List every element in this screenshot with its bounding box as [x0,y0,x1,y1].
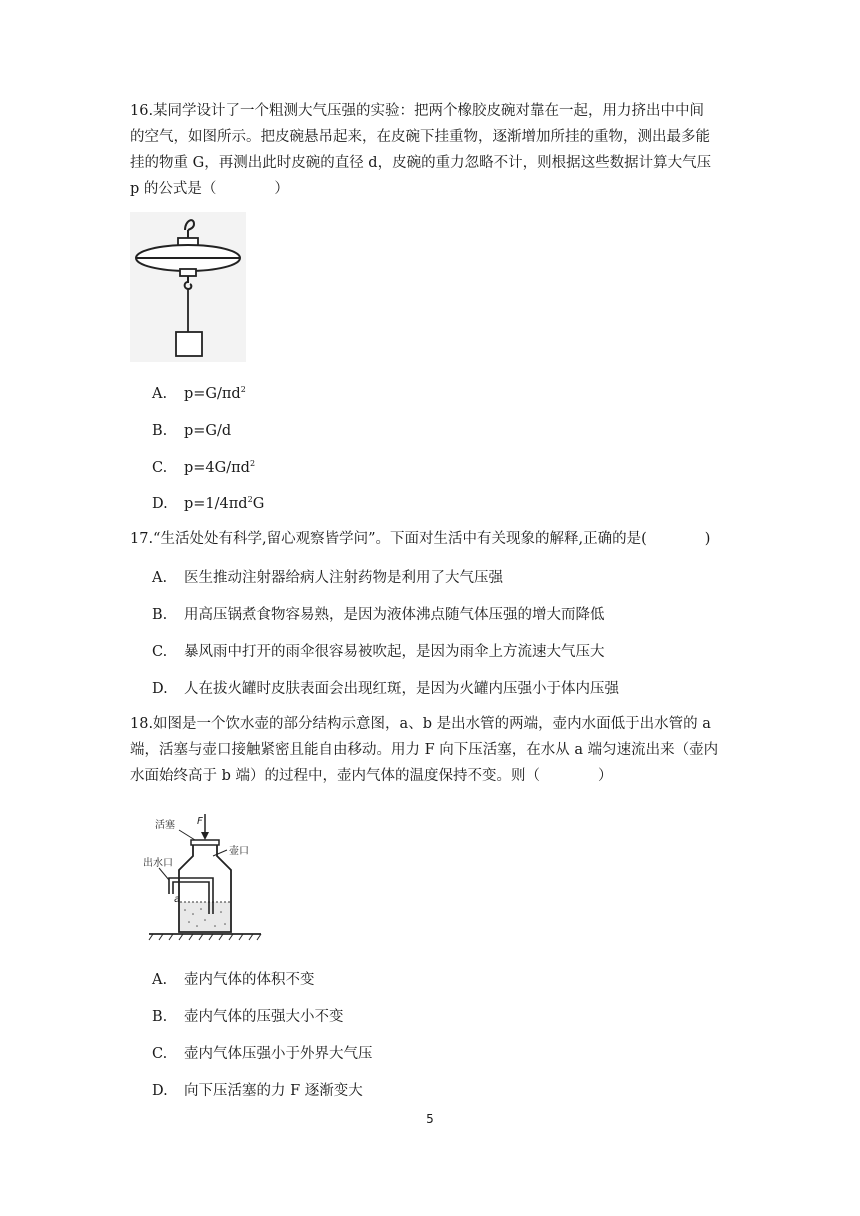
q18-line: 18.如图是一个饮水壶的部分结构示意图，a、b 是出水管的两端，壶内水面低于出水管的 a [130,716,711,732]
q18-line: 端，活塞与壶口接触紧密且能自由移动。用力 F 向下压活塞，在水从 a 端匀速流出来（壶内 [130,742,719,758]
mouth-label: 壶口 [229,846,249,857]
q18-option-b[interactable]: B. 壶内气体的压强大小不变 [152,1009,344,1025]
end-a-label: a [174,894,181,905]
q16-line: 16.某同学设计了一个粗测大气压强的实验：把两个橡胶皮碗对靠在一起，用力挤出中中间 [130,103,705,119]
force-label: F [197,816,203,827]
outlet-label: 出水口 [143,858,173,869]
q18-option-a[interactable]: A. 壶内气体的体积不变 [152,972,315,988]
q16-option-a[interactable]: A. $p=G/\pi d^2$ [152,385,246,402]
question-16-stem [130,98,730,202]
suction-cup-figure [130,212,246,362]
q18-option-d[interactable]: D. 向下压活塞的力 F 逐渐变大 [152,1083,363,1099]
q16-option-b[interactable]: B. p=G/d [152,423,232,439]
q16-option-c[interactable]: C. $p=4G/\pi d^2$ [152,459,256,476]
q17-line: 17.“生活处处有科学,留心观察皆学问”。下面对生活中有关现象的解释,正确的是( ) [130,531,711,547]
q17-option-a[interactable]: A. 医生推动注射器给病人注射药物是利用了大气压强 [152,570,503,586]
question-17-stem [130,526,730,552]
page-number: 5 [426,1112,434,1126]
q16-line: p 的公式是（ ） [130,181,289,197]
q16-line: 挂的物重 G，再测出此时皮碗的直径 d，皮碗的重力忽略不计，则根据这些数据计算大气压 [130,155,712,171]
q16-option-d[interactable]: D. $p=1/4\pi d^2G$ [152,495,265,512]
question-18-stem [130,711,730,789]
q17-option-c[interactable]: C. 暴风雨中打开的雨伞很容易被吹起，是因为雨伞上方流速大气压大 [152,644,605,660]
piston-label: 活塞 [155,820,175,831]
q16-line: 的空气，如图所示。把皮碗悬吊起来，在皮碗下挂重物，逐渐增加所挂的重物，测出最多能 [130,129,710,145]
water-kettle-figure [143,810,283,942]
q18-line: 水面始终高于 b 端）的过程中，壶内气体的温度保持不变。则（ ） [130,768,613,784]
q17-option-b[interactable]: B. 用高压锅煮食物容易熟，是因为液体沸点随气体压强的增大而降低 [152,607,605,623]
q17-option-d[interactable]: D. 人在拔火罐时皮肤表面会出现红斑，是因为火罐内压强小于体内压强 [152,681,619,697]
q18-option-c[interactable]: C. 壶内气体压强小于外界大气压 [152,1046,373,1062]
